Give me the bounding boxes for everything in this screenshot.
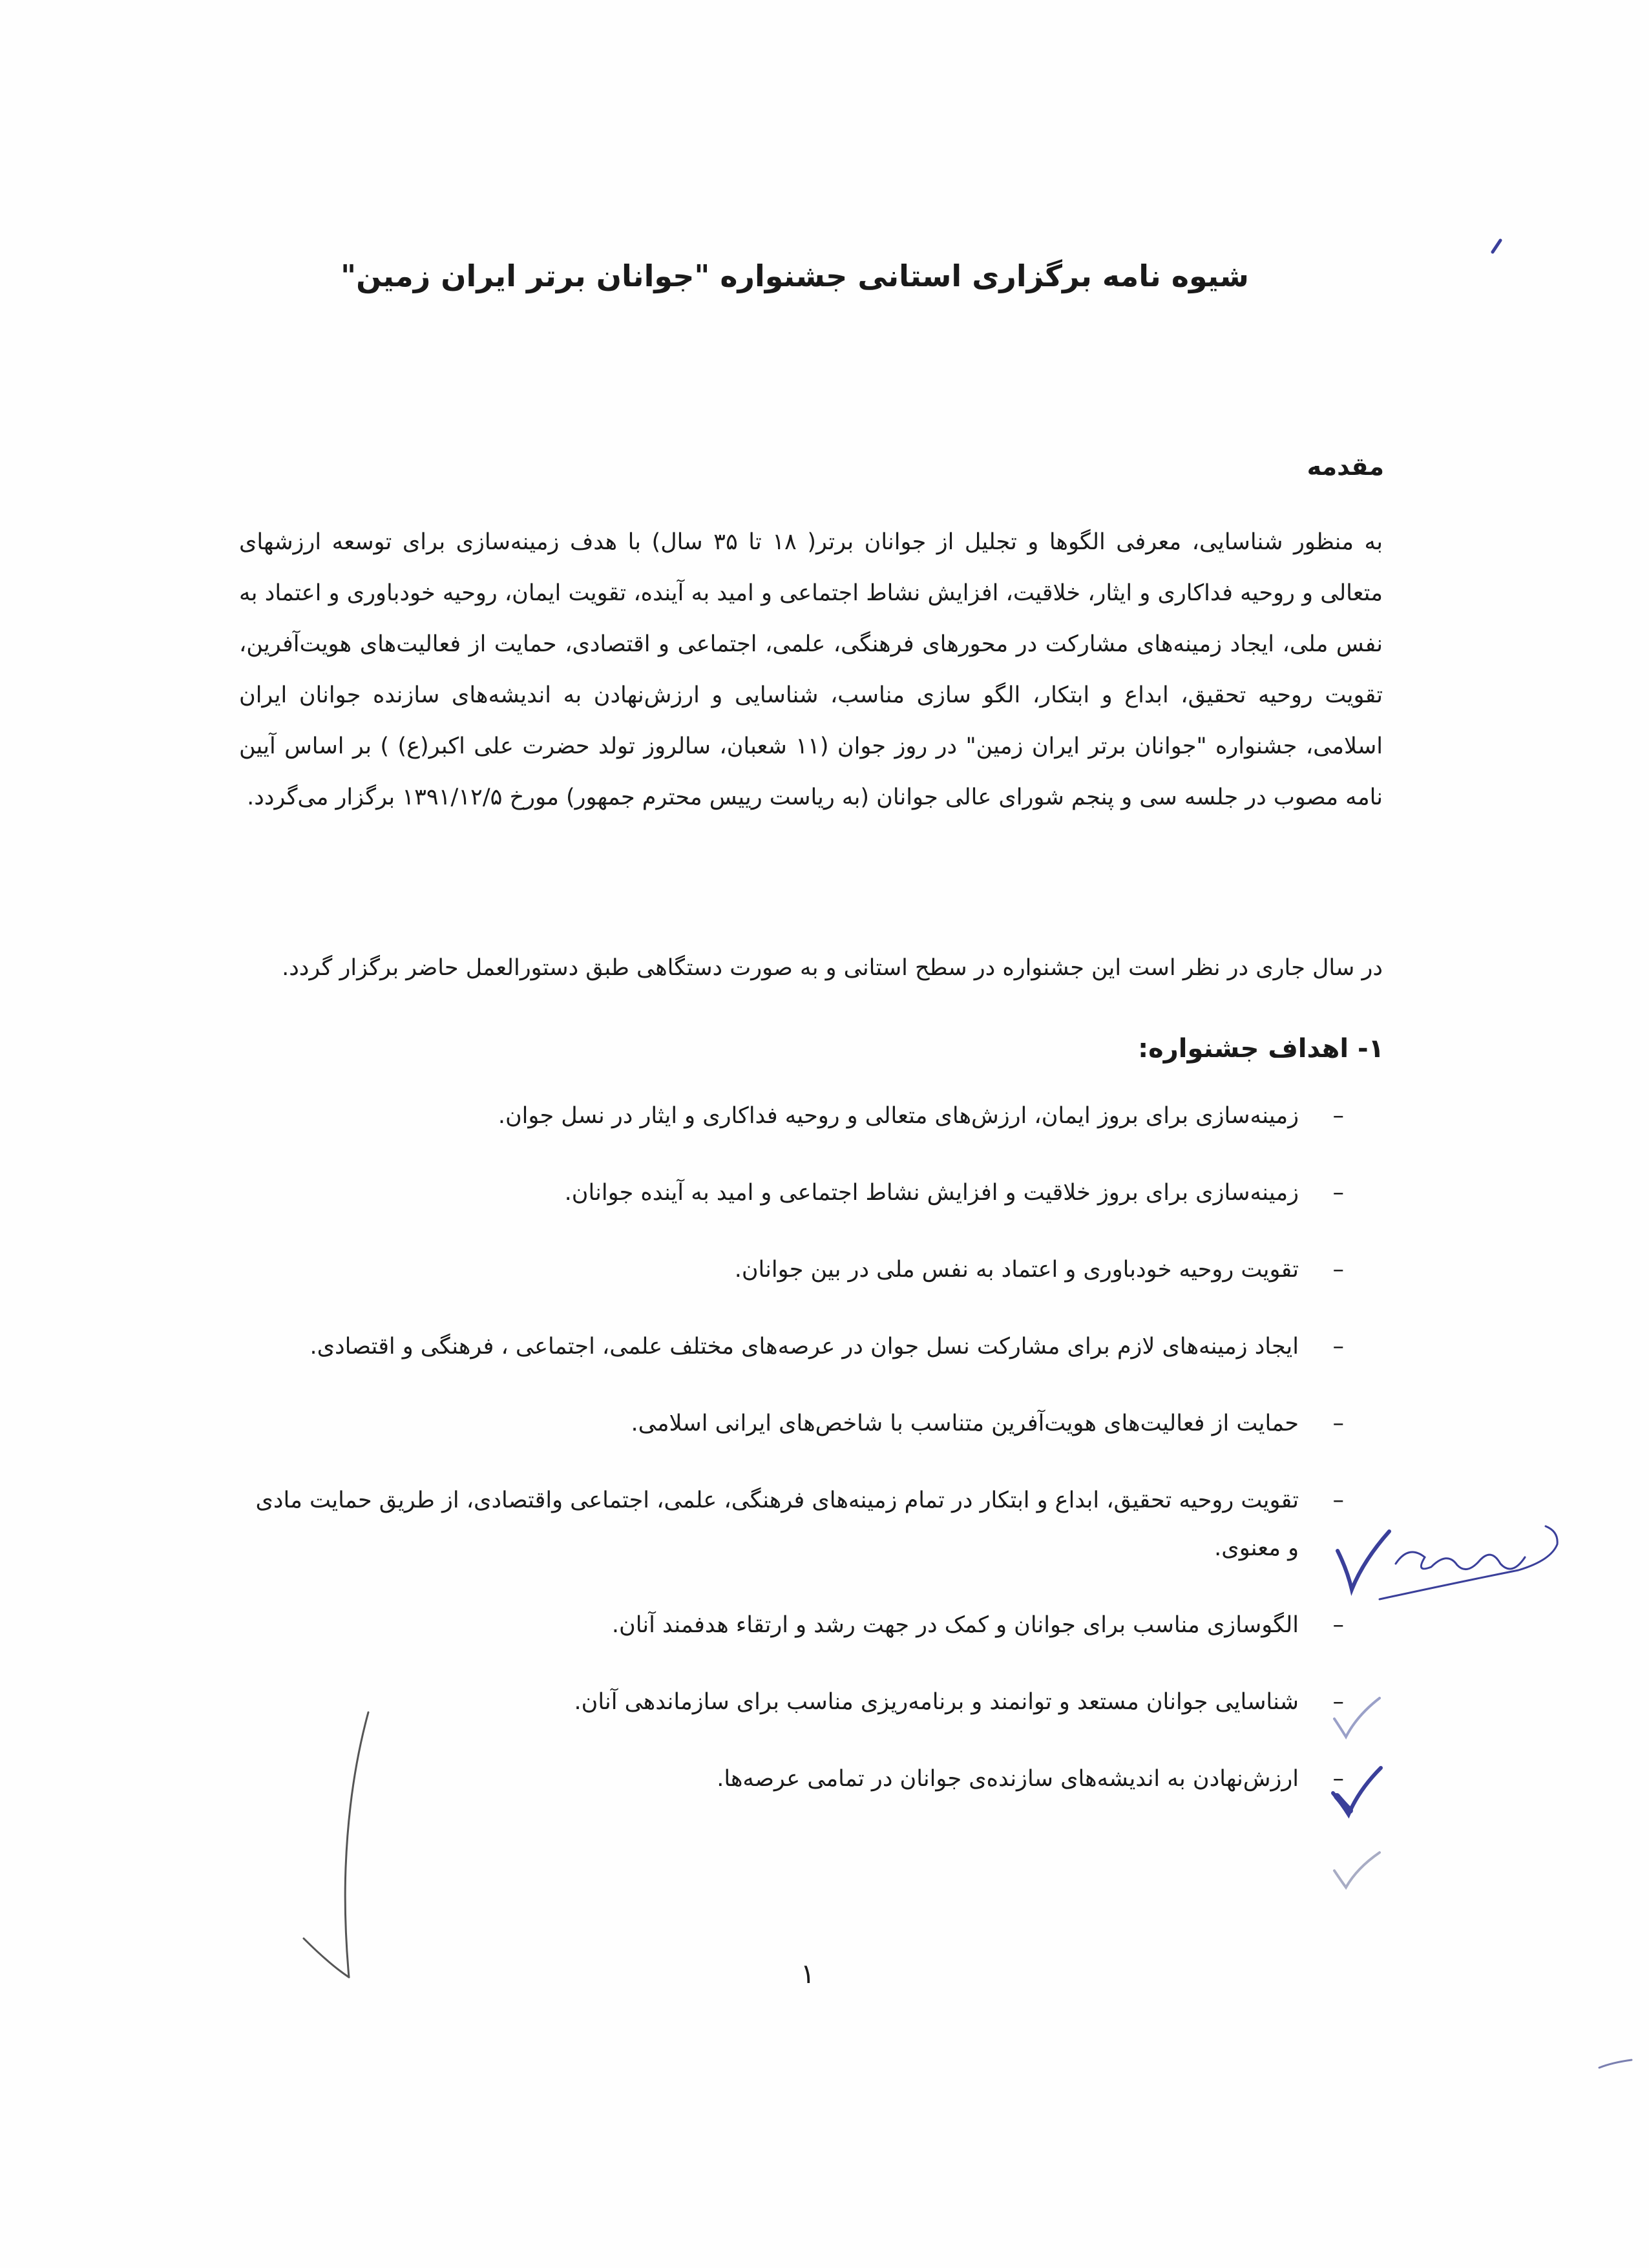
signature-icon	[1318, 1493, 1577, 1622]
goal-text: ارزش‌نهادن به اندیشه‌های سازنده‌ی جوانان در تمامی عرصه‌ها.	[717, 1766, 1299, 1792]
list-marker: –	[1332, 1257, 1344, 1283]
section-heading-goals: ۱- اهداف جشنواره:	[1138, 1034, 1384, 1064]
goal-text: الگوسازی مناسب برای جوانان و کمک در جهت رشد و ارتقاء هدفمند آنان.	[611, 1612, 1299, 1638]
page-number: ۱	[800, 1958, 815, 1990]
list-marker: –	[1332, 1766, 1344, 1792]
goal-item	[239, 1601, 1344, 1649]
goal-item	[239, 1476, 1344, 1572]
list-marker: –	[1332, 1180, 1344, 1206]
goal-text: تقویت روحیه خودباوری و اعتماد به نفس ملی در بین جوانان.	[734, 1257, 1299, 1283]
pen-mark-icon	[1596, 2055, 1635, 2074]
list-marker: –	[1332, 1487, 1344, 1513]
document-title: شیوه نامه برگزاری استانی جشنواره "جوانان برتر ایران زمین"	[341, 258, 1249, 293]
goal-item	[239, 1246, 1344, 1294]
goal-text: حمایت از فعالیت‌های هویت‌آفرین متناسب با شاخص‌های ایرانی اسلامی.	[631, 1411, 1299, 1436]
list-marker: –	[1332, 1103, 1344, 1129]
goal-item	[239, 1323, 1344, 1370]
goal-item	[239, 1400, 1344, 1447]
goal-item	[239, 1755, 1344, 1803]
list-marker: –	[1332, 1689, 1344, 1715]
check-mark-icon	[1328, 1845, 1386, 1896]
pen-mark-icon	[1486, 233, 1512, 258]
goal-text: شناسایی جوانان مستعد و توانمند و برنامه‌ریزی مناسب برای سازماندهی آنان.	[574, 1689, 1299, 1715]
list-marker: –	[1332, 1334, 1344, 1360]
list-marker: –	[1332, 1612, 1344, 1638]
goal-text: ایجاد زمینه‌های لازم برای مشارکت نسل جوان در عرصه‌های مختلف علمی، اجتماعی ، فرهنگی و اقتصادی.	[310, 1334, 1299, 1360]
list-marker: –	[1332, 1411, 1344, 1436]
goal-text: تقویت روحیه تحقیق، ابداع و ابتکار در تمام زمینه‌های فرهنگی، علمی، اجتماعی واقتصادی، از طریق حمایت مادی و معنوی.	[255, 1487, 1299, 1561]
goal-item	[239, 1169, 1344, 1217]
goal-text: زمینه‌سازی برای بروز خلاقیت و افزایش نشاط اجتماعی و امید به آینده جوانان.	[564, 1180, 1299, 1206]
goal-text: زمینه‌سازی برای بروز ایمان، ارزش‌های متعالی و روحیه فداکاری و ایثار در نسل جوان.	[498, 1103, 1299, 1129]
intro-paragraph: به منظور شناسایی، معرفی الگوها و تجلیل از جوانان برتر( ۱۸ تا ۳۵ سال) با هدف زمینه‌سازی برای توسعه ارزشهای متعالی و روحیه فداکاری و ایثار، خلاقیت، افزایش نشاط اجتماعی و امید به آینده، تقویت ایمان، روحیه خودباوری و اعتماد به نفس ملی، ایجاد زمینه‌های مشارکت در محورهای فرهنگی، علمی، اجتماعی و اقتصادی، حمایت از فعالیت‌های هویت‌آفرین، تقویت روحیه تحقیق، ابداع و ابتکار، الگو سازی مناسب، شناسایی و ارزش‌نهادن به اندیشه‌های سازنده جوانان ایران اسلامی، جشنواره "جوانان برتر ایران زمین" در روز جوان (۱۱ شعبان، سالروز تولد حضرت علی اکبر(ع) ) بر اساس آیین نامه مصوب در جلسه سی و پنجم شورای عالی جوانان (به ریاست رییس محترم جمهور) مورخ ۱۳۹۱/۱۲/۵ برگزار می‌گردد.	[239, 529, 1383, 810]
year-paragraph: در سال جاری در نظر است این جشنواره در سطح استانی و به صورت دستگاهی طبق دستورالعمل حاضر برگزار گردد.	[282, 955, 1383, 981]
goal-item	[239, 1092, 1344, 1140]
goal-item	[239, 1678, 1344, 1726]
intro-heading: مقدمه	[1307, 452, 1384, 481]
goals-list	[239, 1092, 1344, 1832]
